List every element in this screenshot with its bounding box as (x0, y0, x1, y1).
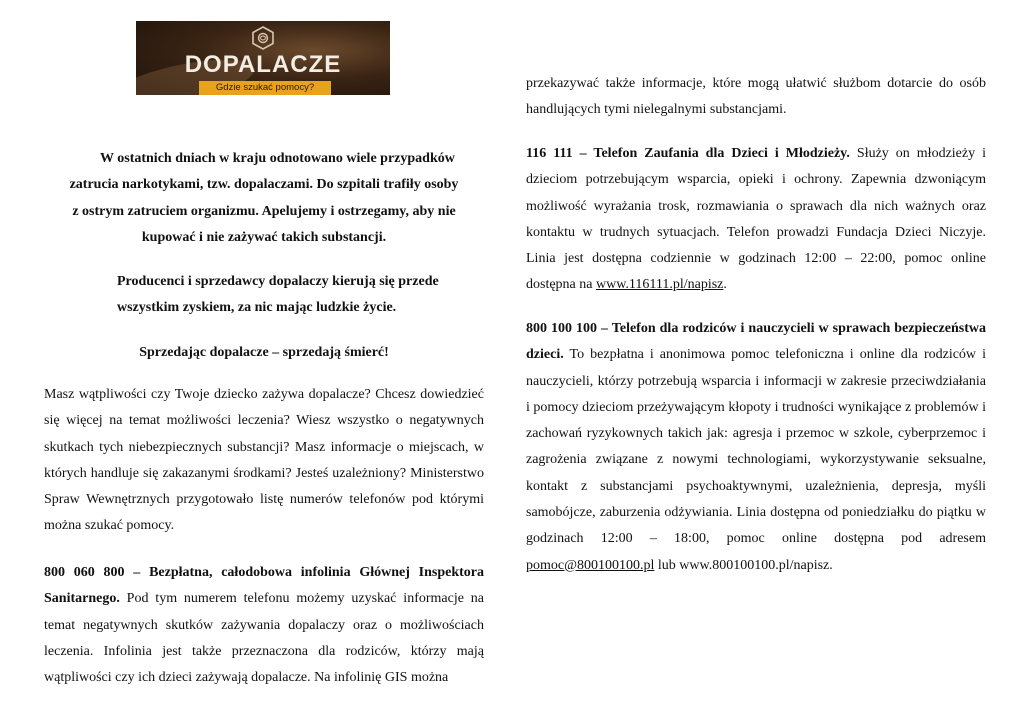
banner-title: DOPALACZE (184, 51, 342, 78)
helpline-116-after: . (723, 277, 727, 293)
warning-paragraph (44, 146, 484, 251)
gis-heading: 800 060 800 – Bezpłatna, całodobowa infolinia Głównej Inspektora Sanitarnego. (44, 565, 484, 607)
gis-paragraph (44, 560, 484, 691)
producers-paragraph (117, 269, 477, 322)
helpline-800100-after: lub www.800100100.pl/napisz. (654, 557, 833, 573)
helpline-800100-email-link[interactable]: pomoc@800100100.pl (526, 557, 655, 573)
helpline-800100-text: To bezpłatna i anonimowa pomoc telefoniczna i online dla rodziców i nauczycieli, którzy potrzebują wsparcia i informacji w zakresie przeciwdziałania i pomocy dzieciom przeżywającym kłopoty i trudności wynikające z problemów i zachowań ryzykownych takich jak: agresja i przemoc w szkole, cyberprzemoc i zagrożenia związane z nowymi technologiami, wykorzystywanie seksualne, kontakt z substancjami psychoaktywnymi, uzależnienia, depresja, myśli samobójcze, zaburzenia odżywiania. Linia dostępna od poniedziałku do piątku w godzinach 12:00 – 18:00, pomoc online dostępna pod adresem (526, 347, 986, 547)
helpline-116-text: Służy on młodzieży i dzieciom potrzebującym wsparcia, opieki i ochrony. Zapewnia dzwoniącym możliwość wyrażania trosk, rozmawiania o sprawach dla nich ważnych oraz kontaktu w trudnych sytuacjach. Telefon prowadzi Fundacja Dzieci Niczyje. Linia jest dostępna codziennie w godzinach 12:00 – 22:00, pomoc online dostępna na (526, 146, 986, 293)
helpline-116-paragraph (526, 141, 986, 299)
dopalacze-banner (136, 21, 390, 95)
slogan: Sprzedając dopalacze – sprzedają śmierć! (139, 345, 389, 360)
warning-line: z ostrym zatruciem organizmu. Apelujemy i ostrzegamy, aby nie (72, 203, 456, 219)
helpline-116-link[interactable]: www.116111.pl/napisz (595, 277, 724, 293)
producers-line: Producenci i sprzedawcy dopalaczy kierują się przede (117, 274, 439, 289)
hexagon-logo-icon (251, 26, 275, 50)
helpline-800100-heading: 800 100 100 – Telefon dla rodziców i nauczycieli w sprawach bezpieczeństwa dzieci. (526, 321, 986, 363)
warning-line: W ostatnich dniach w kraju odnotowano wiele przypadków (100, 151, 455, 166)
helpline-116-heading: 116 111 – Telefon Zaufania dla Dzieci i Młodzieży. (526, 146, 850, 161)
producers-line: wszystkim zyskiem, za nic mając ludzkie życie. (117, 300, 397, 316)
banner-subtitle: Gdzie szukać pomocy? (199, 81, 331, 95)
warning-line: kupować i nie zażywać takich substancji. (141, 229, 387, 245)
questions-paragraph: Masz wątpliwości czy Twoje dziecko zażywa dopalacze? Chcesz dowiedzieć się więcej na temat możliwości leczenia? Wiesz wszystko o negatywnych skutkach tych niebezpiecznych substancji? Masz informacje o miejscach, w których handluje się zakazanymi środkami? Jesteś uzależniony? Ministerstwo Spraw Wewnętrznych przygotowało listę numerów telefonów pod którymi można szukać pomocy. (44, 387, 484, 534)
helpline-800100-paragraph (526, 316, 986, 579)
gis-text: Pod tym numerem telefonu możemy uzyskać informacje na temat negatywnych skutków zażywania dopalaczy oraz o możliwościach leczenia. Infolinia jest także przeznaczona dla rodziców, którzy mają wątpliwości czy ich dzieci zażywają dopalacze. Na infolinię GIS można (44, 591, 484, 686)
warning-line: zatrucia narkotykami, tzw. dopalaczami. Do szpitali trafiły osoby (69, 177, 459, 193)
gis-continuation: przekazywać także informacje, które mogą ułatwić służbom dotarcie do osób handlujących tymi nielegalnymi substancjami. (526, 76, 986, 118)
